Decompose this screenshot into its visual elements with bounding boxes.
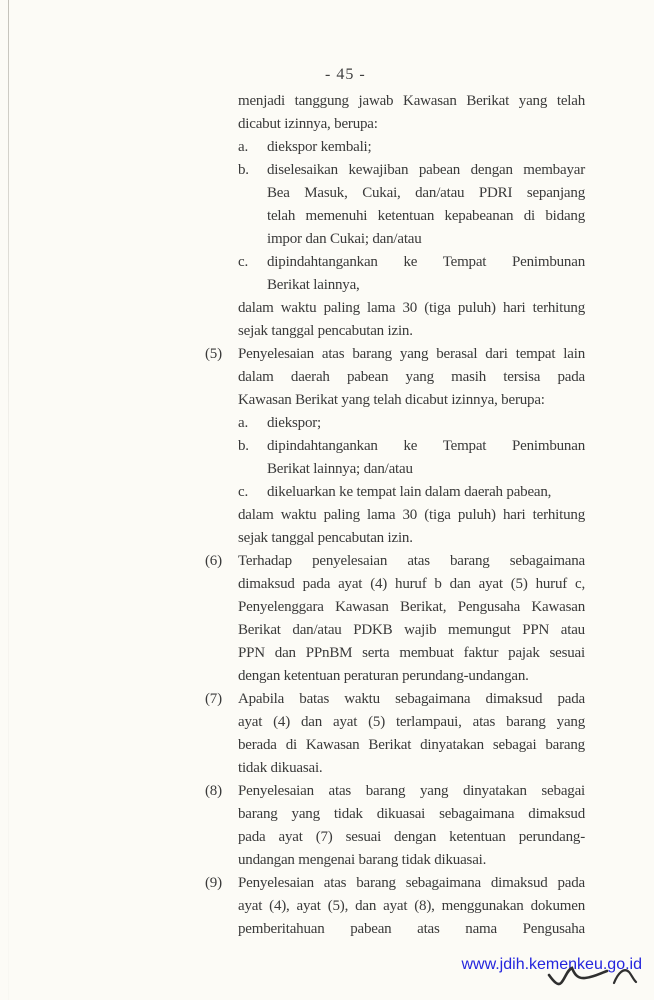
page-number: - 45 - <box>325 66 366 83</box>
paragraph-closing-text: dalam waktu paling lama 30 (tiga puluh) hari terhitung sejak tanggal pencabutan izin. <box>238 300 585 339</box>
paragraph-5 <box>205 343 585 550</box>
paragraph-6 <box>205 550 585 688</box>
paragraph-7 <box>205 688 585 780</box>
paragraph-8 <box>205 780 585 872</box>
list-item-letter: c. <box>238 254 249 270</box>
paragraph-number: (6) <box>205 553 222 569</box>
list-item-letter: b. <box>238 162 249 178</box>
list-item-text: diselesaikan kewajiban pabean dengan membayar Bea Masuk, Cukai, dan/atau PDRI sepanjang telah memenuhi ketentuan kepabeanan di bidang impor dan Cukai; dan/atau <box>267 162 585 247</box>
list-item-letter: b. <box>238 438 249 454</box>
list-item-c <box>238 481 585 504</box>
footer-url-link[interactable]: www.jdih.kemenkeu.go.id <box>461 956 642 973</box>
paragraph-number: (7) <box>205 691 222 707</box>
paragraph-text: Terhadap penyelesaian atas barang sebagaimana dimaksud pada ayat (4) huruf b dan ayat (5) huruf c, Penyelenggara Kawasan Berikat, Pengusaha Kawasan Berikat dan/atau PDKB wajib memungut PPN atau PPN dan PPnBM serta membuat faktur pajak sesuai dengan ketentuan peraturan perundang-undangan. <box>238 553 585 684</box>
paragraph-text: menjadi tanggung jawab Kawasan Berikat yang telah dicabut izinnya, berupa: <box>238 93 585 132</box>
paragraph-text: Penyelesaian atas barang yang dinyatakan sebagai barang yang tidak dikuasai sebagaimana dimaksud pada ayat (7) sesuai dengan ketentuan perundang- undangan mengenai barang tidak dikuasai. <box>238 783 585 868</box>
list-item-text: diekspor kembali; <box>267 139 372 155</box>
list-item-text: dipindahtangankan ke Tempat Penimbunan Berikat lainnya, <box>267 254 585 293</box>
continuation-paragraph <box>205 90 585 343</box>
list-item-a <box>238 136 585 159</box>
list-item-letter: a. <box>238 415 249 431</box>
paragraph-text: Penyelesaian atas barang sebagaimana dimaksud pada ayat (4), ayat (5), dan ayat (8), menggunakan dokumen pemberitahuan pabean atas nama Pengusaha <box>238 875 585 937</box>
list-item-c <box>238 251 585 297</box>
paragraph-9 <box>205 872 585 941</box>
list-item-letter: a. <box>238 139 249 155</box>
list-item-text: dikeluarkan ke tempat lain dalam daerah pabean, <box>267 484 552 500</box>
paragraph-number <box>205 90 238 343</box>
list-item-text: diekspor; <box>267 415 322 431</box>
paragraph-closing-text: dalam waktu paling lama 30 (tiga puluh) hari terhitung sejak tanggal pencabutan izin. <box>238 507 585 546</box>
paragraph-text: Penyelesaian atas barang yang berasal dari tempat lain dalam daerah pabean yang masih tersisa pada Kawasan Berikat yang telah dicabut izinnya, berupa: <box>238 346 585 408</box>
paragraph-number: (9) <box>205 875 222 891</box>
paragraph-number: (8) <box>205 783 222 799</box>
list-item-a <box>238 412 585 435</box>
scan-edge-line <box>8 0 9 1000</box>
document-body <box>205 90 585 941</box>
paragraph-number: (5) <box>205 346 222 362</box>
paragraph-text: Apabila batas waktu sebagaimana dimaksud pada ayat (4) dan ayat (5) terlampaui, atas barang yang berada di Kawasan Berikat dinyatakan sebagai barang tidak dikuasai. <box>238 691 585 776</box>
list-item-text: dipindahtangankan ke Tempat Penimbunan Berikat lainnya; dan/atau <box>267 438 585 477</box>
list-item-letter: c. <box>238 484 249 500</box>
list-item-b <box>238 159 585 251</box>
list-item-b <box>238 435 585 481</box>
